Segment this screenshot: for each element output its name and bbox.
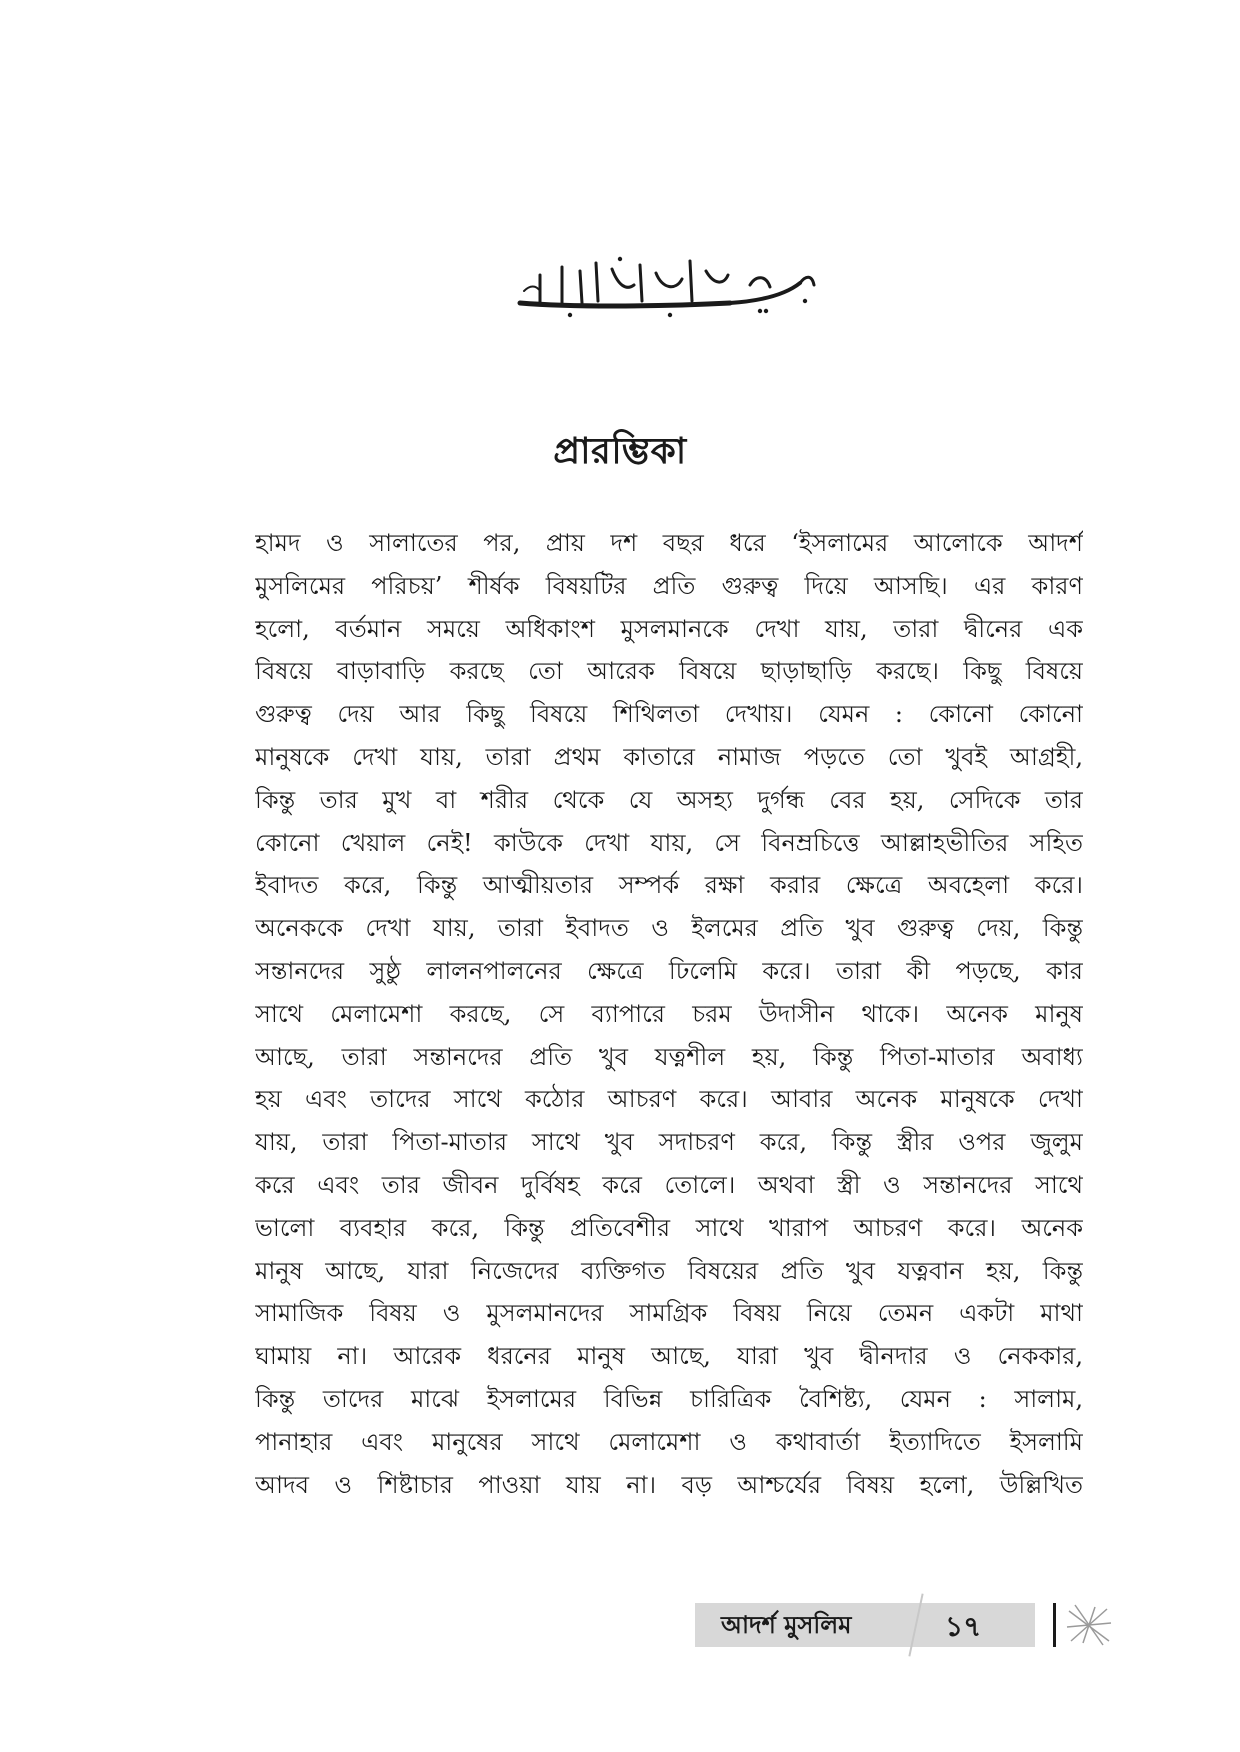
body-line: মানুষ আছে, যারা নিজেদের ব্যক্তিগত বিষয়ের প্রতি খুব যত্নবান হয়, কিন্তু (255, 1256, 1083, 1285)
body-line: হলো, বর্তমান সময়ে অধিকাংশ মুসলমানকে দেখা যায়, তারা দ্বীনের এক (255, 614, 1083, 643)
body-line: আছে, তারা সন্তানদের প্রতি খুব যত্নশীল হয়, কিন্তু পিতা-মাতার অবাধ্য (255, 1042, 1083, 1071)
chapter-title: প্রারম্ভিকা (553, 430, 687, 472)
body-line: ইবাদত করে, কিন্তু আত্মীয়তার সম্পর্ক রক্ষা করার ক্ষেত্রে অবহেলা করে। (255, 871, 1083, 900)
body-line: যায়, তারা পিতা-মাতার সাথে খুব সদাচরণ করে, কিন্তু স্ত্রীর ওপর জুলুম (255, 1128, 1083, 1157)
body-line: কিন্তু তাদের মাঝে ইসলামের বিভিন্ন চারিত্রিক বৈশিষ্ট্য, যেমন : সালাম, (255, 1384, 1083, 1413)
body-line: পানাহার এবং মানুষের সাথে মেলামেশা ও কথাবার্তা ইত্যাদিতে ইসলামি (255, 1427, 1083, 1456)
body-line: ঘামায় না। আরেক ধরনের মানুষ আছে, যারা খুব দ্বীনদার ও নেককার, (255, 1342, 1083, 1371)
body-line: কোনো খেয়াল নেই! কাউকে দেখা যায়, সে বিনম্রচিত্তে আল্লাহভীতির সহিত (255, 828, 1083, 857)
body-line: হামদ ও সালাতের পর, প্রায় দশ বছর ধরে ‘ইসলামের আলোকে আদর্শ (255, 529, 1083, 557)
body-line: অনেককে দেখা যায়, তারা ইবাদত ও ইলমের প্রতি খুব গুরুত্ব দেয়, কিন্তু (255, 914, 1083, 943)
body-line: মানুষকে দেখা যায়, তারা প্রথম কাতারে নামাজ পড়তে তো খুবই আগ্রহী, (255, 742, 1083, 771)
body-line: সন্তানদের সুষ্ঠু লালনপালনের ক্ষেত্রে ঢিলেমি করে। তারা কী পড়ছে, কার (255, 956, 1083, 985)
body-line: হয় এবং তাদের সাথে কঠোর আচরণ করে। আবার অনেক মানুষকে দেখা (255, 1085, 1083, 1114)
body-line: সাথে মেলামেশা করছে, সে ব্যাপারে চরম উদাসীন থাকে। অনেক মানুষ (255, 999, 1083, 1028)
body-line: সামাজিক বিষয় ও মুসলমানদের সামগ্রিক বিষয় নিয়ে তেমন একটা মাথা (255, 1299, 1083, 1328)
bismillah-calligraphy-art (500, 245, 830, 325)
body-line: কিন্তু তার মুখ বা শরীর থেকে যে অসহ্য দুর্গন্ধ বের হয়, সেদিকে তার (255, 785, 1083, 814)
bismillah-calligraphy (500, 245, 830, 325)
footer-vertical-bar (1053, 1603, 1056, 1647)
body-line: মুসলিমের পরিচয়’ শীর্ষক বিষয়টির প্রতি গুরুত্ব দিয়ে আসছি। এর কারণ (255, 571, 1083, 600)
page-number: ১৭ (945, 1610, 982, 1643)
footer-ornament-icon (1065, 1601, 1115, 1649)
body-line: ভালো ব্যবহার করে, কিন্তু প্রতিবেশীর সাথে খারাপ আচরণ করে। অনেক (255, 1213, 1083, 1242)
bismillah-text: بسم الله الرحمن الرحيم (654, 294, 676, 296)
body-line: আদব ও শিষ্টাচার পাওয়া যায় না। বড় আশ্চর্যের বিষয় হলো, উল্লিখিত (255, 1470, 1083, 1499)
body-paragraph (255, 522, 1083, 1548)
body-line: বিষয়ে বাড়াবাড়ি করছে তো আরেক বিষয়ে ছাড়াছাড়ি করছে। কিছু বিষয়ে (255, 657, 1083, 686)
footer-book-title: আদর্শ মুসলিম (721, 1610, 852, 1639)
body-line: গুরুত্ব দেয় আর কিছু বিষয়ে শিথিলতা দেখায়। যেমন : কোনো কোনো (255, 700, 1083, 729)
page-footer (695, 1599, 1120, 1651)
body-line: করে এবং তার জীবন দুর্বিষহ করে তোলে। অথবা স্ত্রী ও সন্তানদের সাথে (255, 1170, 1083, 1199)
